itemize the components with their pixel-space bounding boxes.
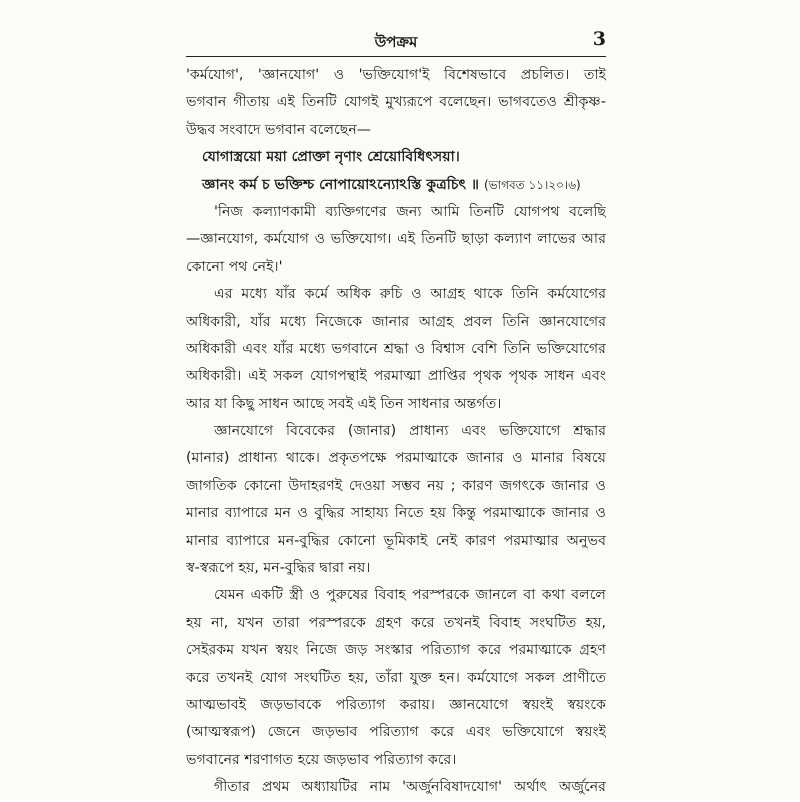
text-line: এর মধ্যে যাঁর কর্মে অধিক রুচি ও আগ্রহ থাকে তিনি কর্মযোগের bbox=[214, 286, 606, 303]
chapter-title: উপক্রম bbox=[374, 33, 418, 51]
text-line: —জ্ঞানযোগ, কর্মযোগ ও ভক্তিযোগ। এই তিনটি ছাড়া কল্যাণ লাভের আর bbox=[186, 231, 606, 248]
text-line: জাগতিক কোনো উদাহরণই দেওয়া সম্ভব নয় ; কারণ জগৎকে জানার ও bbox=[186, 477, 606, 494]
text-line: স্ব-স্বরূপে হয়, মন-বুদ্ধির দ্বারা নয়। bbox=[186, 560, 371, 577]
text-line: মানার ব্যাপারে মন ও বুদ্ধির সাহায্য নিতে হয় কিন্তু পরমাত্মাকে জানার ও bbox=[186, 505, 606, 522]
header-rule bbox=[186, 56, 606, 57]
verse-line: যোগাস্ত্রয়ো ময়া প্রোক্তা নৃণাং শ্রেয়োবিধিৎসয়া। bbox=[202, 149, 460, 166]
text-line: আত্মভাবই জড়ভাবকে পরিত্যাগ করায়। জ্ঞানযোগে স্বয়ংই স্বয়ংকে bbox=[186, 696, 606, 713]
text-line: করে তখনই যোগ সংঘটিত হয়, তাঁরা যুক্ত হন। কর্মযোগে সকল প্রাণীতে bbox=[186, 669, 606, 686]
text-line: সেইরকম যখন স্বয়ং নিজে জড় সংস্কার পরিত্যাগ করে পরমাত্মাকে গ্রহণ bbox=[186, 642, 606, 659]
text-line: ভগবানের শরণাগত হয়ে জড়ভাব পরিত্যাগ করে। bbox=[186, 751, 457, 768]
text-line: অধিকারী এবং যাঁর মধ্যে ভগবানে শ্রদ্ধা ও বিশ্বাস বেশি তিনি ভক্তিযোগের bbox=[186, 340, 606, 357]
verse-reference: (ভাগবত ১১।২০।৬) bbox=[484, 177, 581, 192]
text-line: 'কর্মযোগ', 'জ্ঞানযোগ' ও 'ভক্তিযোগ'ই বিশেষভাবে প্রচলিত। তাই bbox=[186, 67, 606, 83]
text-line: অধিকারী, যাঁর মধ্যে নিজেকে জানার আগ্রহ প্রবল তিনি জ্ঞানযোগের bbox=[186, 313, 606, 330]
text-line: (মানার) প্রাধান্য থাকে। প্রকৃতপক্ষে পরমাত্মাকে জানার ও মানার বিষয়ে bbox=[186, 450, 606, 467]
text-line: মানার ব্যাপারে মন-বুদ্ধির কোনো ভূমিকাই নেই কারণ পরমাত্মার অনুভব bbox=[186, 532, 606, 549]
page-number: 3 bbox=[592, 28, 606, 50]
verse-line bbox=[186, 172, 606, 199]
text-line: 'নিজ কল্যাণকামী ব্যক্তিগণের জন্য আমি তিনটি যোগপথ বলেছি bbox=[214, 203, 606, 220]
text-line: আর যা কিছু সাধন আছে সবই এই তিন সাধনার অন্তর্গত। bbox=[186, 395, 502, 412]
page-header bbox=[186, 28, 606, 54]
text-line: জ্ঞানযোগে বিবেকের (জানার) প্রাধান্য এবং ভক্তিযোগে শ্রদ্ধার bbox=[214, 423, 606, 440]
text-line: অধিকারী। এই সকল যোগপন্থাই পরমাত্মা প্রাপ্তির পৃথক পৃথক সাধন এবং bbox=[186, 368, 606, 385]
text-line: (আত্মস্বরূপ) জেনে জড়ভাব পরিত্যাগ করে এবং ভক্তিযোগে স্বয়ংই bbox=[186, 724, 606, 741]
text-line: হয় না, যখন তারা পরস্পরকে গ্রহণ করে তখনই বিবাহ সংঘটিত হয়, bbox=[186, 614, 606, 631]
text-line: উদ্ধব সংবাদে ভগবান বলেছেন— bbox=[186, 121, 371, 138]
text-line: যেমন একটি স্ত্রী ও পুরুষের বিবাহ পরস্পরকে জানলে বা কথা বললে bbox=[214, 587, 606, 604]
text-line: কোনো পথ নেই।' bbox=[186, 258, 283, 275]
text-line: ভগবান গীতায় এই তিনটি যোগই মুখ্যরূপে বলেছেন। ভাগবতেও শ্রীকৃষ্ণ- bbox=[186, 94, 606, 111]
body-text bbox=[186, 62, 606, 802]
verse-text: জ্ঞানং কর্ম চ ভক্তিশ্চ নোপায়োঽন্যোঽস্তি কুত্রচিৎ ॥ bbox=[202, 176, 480, 193]
text-line: গীতার প্রথম অধ্যায়টির নাম 'অর্জুনবিষাদযোগ' অর্থাৎ অর্জুনের bbox=[214, 779, 606, 796]
